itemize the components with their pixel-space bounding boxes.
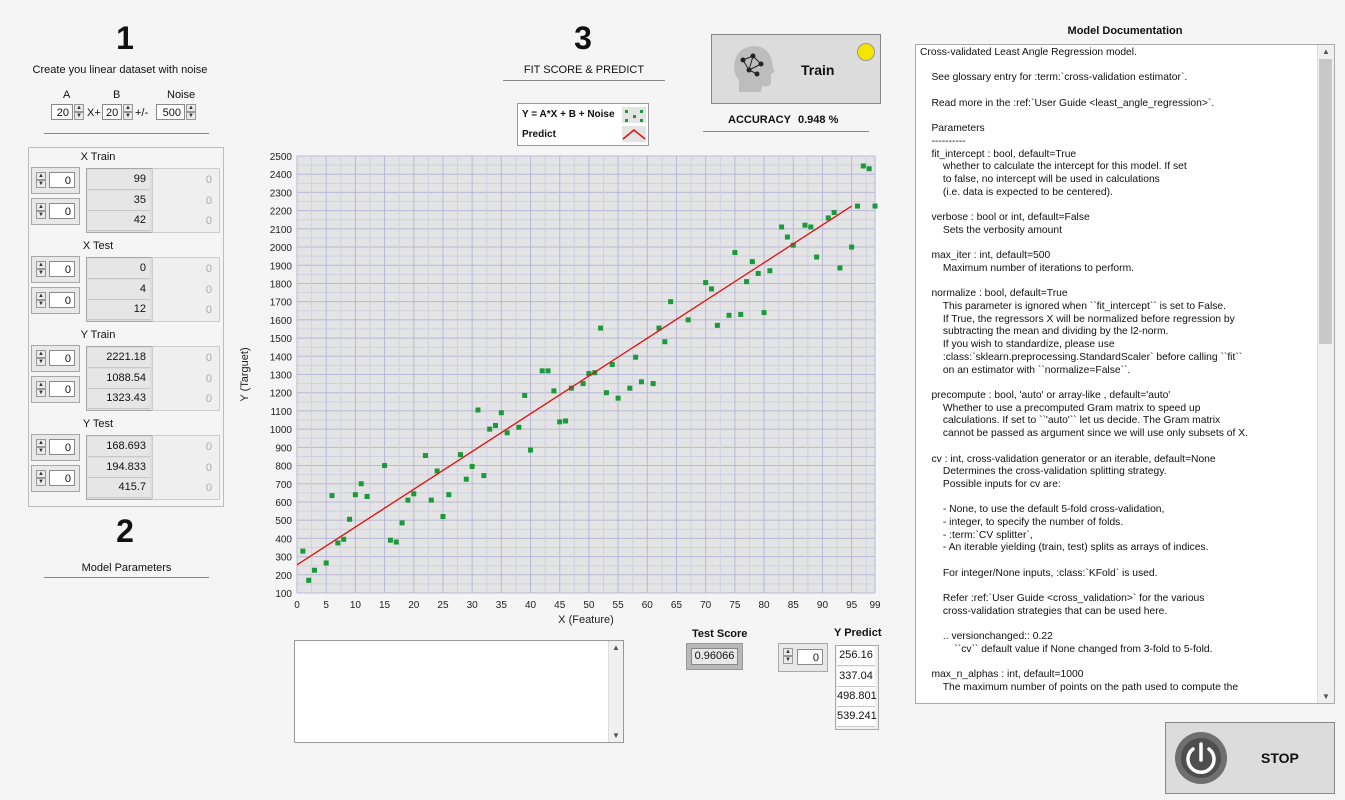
plus-minus-label: +/- xyxy=(135,107,149,119)
data-point xyxy=(411,491,416,496)
doc-text: Cross-validated Least Angle Regression model. See glossary entry for :term:`cross-validation estimator`. Read more in the :ref:`User Guide <least_angle_regression>`. Parameters ---------- fit_intercept : bool, default=True whether to calculate the intercept for this model. If set to false, no intercept will be used in calculations (i.e. data is expected to be centered). verbose : bool or int, default=False Sets the verbosity amount max_iter : int, default=500 Maximum number of iterations to perform. normalize : bool, default=True This parameter is ignored when ``fit_intercept`` is set to False. If True, the regressors X will be normalized before regression by subtracting the mean and dividing by the l2-norm. If you wish to standardize, please use :class:`sklearn.preprocessing.StandardScaler` before calling ``fit`` on an estimator with ``normalize=False``. precompute : bool, 'auto' or array-like , default='auto' Whether to use a precomputed Gram matrix to speed up calculations. If set to ``'auto'`` let us decide. The Gram matrix cannot be passed as argument since we will use only subsets of X. cv : int, cross-validation generator or an iterable, default=None Determines the cross-validation splitting strategy. Possible inputs for cv are: - None, to use the default 5-fold cross-validation, - integer, to specify the number of folds. - :term:`CV splitter`, - An iterable yielding (train, test) splits as arrays of indices. For integer/None inputs, :class:`KFold` is used. Refer :ref:`User Guide <cross_validation>` for the various cross-validation strategies that can be used here. .. versionchanged:: 0.22 ``cv`` default value if None changed from 3-fold to 5-fold. max_n_alphas : int, default=1000 The maximum number of points on the path used to compute the xyxy=(920,47,1248,694)
data-point xyxy=(849,245,854,250)
y-predict-label: Y Predict xyxy=(834,627,882,639)
array-cell[interactable]: 1088.54 xyxy=(88,369,150,389)
decrement-arrow-icon[interactable]: ▼ xyxy=(36,478,46,486)
ghost-cell: 0 xyxy=(205,373,212,385)
data-point xyxy=(335,540,340,545)
ghost-cell: 0 xyxy=(205,462,212,474)
ghost-cell: 0 xyxy=(205,304,212,316)
x-tick-label: 5 xyxy=(323,600,329,611)
decrement-arrow-icon[interactable]: ▼ xyxy=(36,447,46,455)
x-plus-label: X+ xyxy=(87,107,101,119)
y-tick-label: 300 xyxy=(275,552,292,564)
array-cell[interactable]: 0 xyxy=(88,259,150,279)
row-index-field[interactable]: 0 xyxy=(49,350,75,366)
data-point xyxy=(429,498,434,503)
row-index-field[interactable]: 0 xyxy=(49,439,75,455)
x-test-title: X Test xyxy=(82,240,114,252)
col-index-field[interactable]: 0 xyxy=(49,203,75,219)
increment-arrow-icon[interactable]: ▲ xyxy=(783,648,793,656)
data-point xyxy=(405,498,410,503)
y-tick-label: 600 xyxy=(275,497,292,509)
train-button[interactable] xyxy=(711,34,881,104)
scatter-chart[interactable] xyxy=(230,145,890,635)
y-tick-label: 1500 xyxy=(269,334,292,346)
increment-arrow-icon[interactable]: ▲ xyxy=(36,439,46,447)
ghost-cell: 0 xyxy=(205,482,212,494)
data-point xyxy=(551,388,556,393)
ghost-cell: 0 xyxy=(205,215,212,227)
data-point xyxy=(446,492,451,497)
legend-data-label: Y = A*X + B + Noise xyxy=(522,109,615,120)
x-tick-label: 99 xyxy=(869,600,881,611)
ghost-cell: 0 xyxy=(205,174,212,186)
x-tick-label: 75 xyxy=(729,600,741,611)
data-point xyxy=(522,393,527,398)
test-score-frame xyxy=(686,643,743,670)
data-point xyxy=(324,560,329,565)
data-point xyxy=(423,453,428,458)
y-tick-label: 1800 xyxy=(269,279,292,291)
x-tick-label: 90 xyxy=(816,600,829,611)
doc-textbox[interactable] xyxy=(915,44,1335,704)
scroll-down-icon[interactable]: ▼ xyxy=(1322,692,1330,701)
data-point xyxy=(312,568,317,573)
data-point xyxy=(616,396,621,401)
y-tick-label: 1300 xyxy=(269,370,292,382)
data-point xyxy=(557,419,562,424)
x-tick-label: 20 xyxy=(408,600,420,611)
x-tick-label: 65 xyxy=(670,600,683,611)
legend-scatter-swatch xyxy=(622,107,646,123)
array-cell[interactable]: 35 xyxy=(88,191,150,211)
doc-scrollbar[interactable] xyxy=(1317,45,1334,703)
y-tick-label: 900 xyxy=(275,443,292,455)
data-point xyxy=(341,537,346,542)
data-point xyxy=(808,225,813,230)
decrement-arrow-icon[interactable]: ▼ xyxy=(783,656,793,664)
data-point xyxy=(516,425,521,430)
y-test-col-index[interactable] xyxy=(31,465,80,492)
ghost-cell: 0 xyxy=(205,284,212,296)
chart-legend xyxy=(517,103,649,146)
section-3-number: 3 xyxy=(574,20,592,56)
data-point xyxy=(668,299,673,304)
data-point xyxy=(306,578,311,583)
section-2-caption: Model Parameters xyxy=(81,562,172,574)
array-cell[interactable]: 2221.18 xyxy=(88,348,150,368)
data-point xyxy=(546,368,551,373)
data-point xyxy=(709,286,714,291)
section-1-caption: Create you linear dataset with noise xyxy=(32,64,208,76)
array-cell[interactable]: 539.241 xyxy=(837,707,875,727)
test-score-value: 0.96066 xyxy=(691,648,738,665)
x-train-title: X Train xyxy=(80,151,116,163)
decrement-arrow-icon[interactable]: ▼ xyxy=(36,389,46,397)
y-train-row-index[interactable] xyxy=(31,345,80,372)
decrement-arrow-icon[interactable]: ▼ xyxy=(36,300,46,308)
data-point xyxy=(639,379,644,384)
divider xyxy=(44,133,209,134)
array-cell[interactable]: 256.16 xyxy=(837,646,875,666)
row-index-field[interactable]: 0 xyxy=(49,172,75,188)
y-tick-label: 2400 xyxy=(269,170,292,182)
data-point xyxy=(873,204,878,209)
data-point xyxy=(832,210,837,215)
x-tick-label: 10 xyxy=(349,600,361,611)
data-point xyxy=(505,430,510,435)
section-1-number: 1 xyxy=(116,20,134,56)
x-tick-label: 70 xyxy=(700,600,712,611)
array-cell[interactable]: 194.833 xyxy=(88,458,150,478)
decrement-arrow-icon[interactable]: ▼ xyxy=(186,112,196,120)
data-point xyxy=(458,452,463,457)
ghost-cell: 0 xyxy=(205,195,212,207)
ghost-cell: 0 xyxy=(205,441,212,453)
y-tick-label: 2200 xyxy=(269,206,292,218)
x-train-row-index[interactable] xyxy=(31,167,80,194)
data-point xyxy=(744,279,749,284)
data-point xyxy=(394,540,399,545)
decrement-arrow-icon[interactable]: ▼ xyxy=(36,211,46,219)
y-train-col-index[interactable] xyxy=(31,376,80,403)
y-tick-label: 700 xyxy=(275,479,292,491)
data-point xyxy=(767,268,772,273)
b-input[interactable] xyxy=(102,104,133,120)
x-test-row-index[interactable] xyxy=(31,256,80,283)
data-point xyxy=(581,381,586,386)
decrement-arrow-icon[interactable]: ▼ xyxy=(74,112,84,120)
data-point xyxy=(330,493,335,498)
x-tick-label: 0 xyxy=(294,600,300,611)
y-tick-label: 1700 xyxy=(269,297,292,309)
data-point xyxy=(855,204,860,209)
data-point xyxy=(703,280,708,285)
data-point xyxy=(528,448,533,453)
doc-title: Model Documentation xyxy=(1067,25,1183,37)
x-tick-label: 25 xyxy=(437,600,449,611)
increment-arrow-icon[interactable]: ▲ xyxy=(36,203,46,211)
data-point xyxy=(540,368,545,373)
data-point xyxy=(388,538,393,543)
x-tick-label: 35 xyxy=(495,600,507,611)
decrement-arrow-icon[interactable]: ▼ xyxy=(36,180,46,188)
array-cell[interactable]: 168.693 xyxy=(88,437,150,457)
col-index-field[interactable]: 0 xyxy=(49,381,75,397)
y-tick-label: 2000 xyxy=(269,243,292,255)
y-tick-label: 1600 xyxy=(269,315,292,327)
a-field[interactable]: 20 xyxy=(51,104,73,120)
y-axis-label: Y (Targuet) xyxy=(239,347,251,402)
y-tick-label: 1000 xyxy=(269,425,292,437)
scroll-thumb[interactable] xyxy=(1319,59,1332,344)
data-point xyxy=(627,386,632,391)
x-axis-label: X (Feature) xyxy=(558,614,614,626)
status-led xyxy=(857,43,875,61)
data-point xyxy=(837,265,842,270)
data-point xyxy=(487,427,492,432)
x-tick-label: 80 xyxy=(758,600,770,611)
x-tick-label: 60 xyxy=(641,600,653,611)
data-point xyxy=(382,463,387,468)
array-cell[interactable]: 4 xyxy=(88,280,150,300)
y-tick-label: 100 xyxy=(275,589,292,600)
output-textarea[interactable] xyxy=(294,640,624,743)
array-cell[interactable]: 415.7 xyxy=(88,478,150,498)
decrement-arrow-icon[interactable]: ▼ xyxy=(123,112,133,120)
scroll-up-icon[interactable]: ▲ xyxy=(612,643,620,652)
y-tick-label: 1100 xyxy=(270,406,292,418)
a-input[interactable] xyxy=(51,104,84,120)
array-cell[interactable]: 99 xyxy=(88,170,150,190)
divider xyxy=(44,577,209,578)
y-predict-index[interactable] xyxy=(778,643,828,672)
y-train-title: Y Train xyxy=(80,329,116,341)
data-point xyxy=(756,271,761,276)
data-point xyxy=(686,317,691,322)
decrement-arrow-icon[interactable]: ▼ xyxy=(36,269,46,277)
x-tick-label: 85 xyxy=(787,600,799,611)
x-tick-label: 50 xyxy=(583,600,595,611)
row-index-field[interactable]: 0 xyxy=(49,261,75,277)
data-point xyxy=(814,255,819,260)
data-point xyxy=(802,223,807,228)
test-score-label: Test Score xyxy=(692,628,748,640)
y-tick-label: 200 xyxy=(275,570,292,582)
ghost-cell: 0 xyxy=(205,263,212,275)
data-point xyxy=(651,381,656,386)
data-point xyxy=(750,259,755,264)
scroll-up-icon[interactable]: ▲ xyxy=(1322,47,1330,56)
increment-arrow-icon[interactable]: ▲ xyxy=(186,104,196,112)
data-point xyxy=(475,408,480,413)
y-tick-label: 2100 xyxy=(269,224,292,236)
array-cell[interactable]: 12 xyxy=(88,300,150,320)
noise-label: Noise xyxy=(167,89,196,101)
data-point xyxy=(499,410,504,415)
x-test-col-index[interactable] xyxy=(31,287,80,314)
data-point xyxy=(662,339,667,344)
data-point xyxy=(633,355,638,360)
data-point xyxy=(861,164,866,169)
ghost-cell: 0 xyxy=(205,352,212,364)
increment-arrow-icon[interactable]: ▲ xyxy=(36,261,46,269)
noise-field[interactable]: 500 xyxy=(156,104,185,120)
index-field[interactable]: 0 xyxy=(797,649,823,665)
y-tick-label: 2500 xyxy=(269,152,292,163)
x-tick-label: 45 xyxy=(554,600,566,611)
data-point xyxy=(715,323,720,328)
increment-arrow-icon[interactable]: ▲ xyxy=(36,172,46,180)
data-point xyxy=(727,313,732,318)
decrement-arrow-icon[interactable]: ▼ xyxy=(36,358,46,366)
head-network-icon xyxy=(729,42,777,96)
y-tick-label: 1400 xyxy=(269,352,292,364)
x-tick-label: 30 xyxy=(466,600,478,611)
data-point xyxy=(359,481,364,486)
data-point xyxy=(785,235,790,240)
b-label: B xyxy=(113,89,121,101)
array-cell[interactable]: 337.04 xyxy=(837,667,875,687)
legend-line-swatch xyxy=(622,126,646,142)
train-label: Train xyxy=(801,62,835,78)
data-point xyxy=(762,310,767,315)
data-point xyxy=(779,225,784,230)
section-2-number: 2 xyxy=(116,513,134,549)
y-tick-label: 1900 xyxy=(269,261,292,273)
data-point xyxy=(867,166,872,171)
array-cell[interactable]: 498.801 xyxy=(837,687,875,707)
increment-arrow-icon[interactable]: ▲ xyxy=(36,381,46,389)
ghost-cell: 0 xyxy=(205,393,212,405)
y-test-title: Y Test xyxy=(82,418,114,430)
data-point xyxy=(732,250,737,255)
data-point xyxy=(563,418,568,423)
y-tick-label: 500 xyxy=(275,516,292,528)
y-tick-label: 400 xyxy=(275,534,292,546)
data-point xyxy=(365,494,370,499)
increment-arrow-icon[interactable]: ▲ xyxy=(36,350,46,358)
power-icon xyxy=(1173,730,1229,786)
section-3-caption: FIT SCORE & PREDICT xyxy=(523,64,645,76)
stop-button[interactable] xyxy=(1165,722,1335,794)
x-tick-label: 55 xyxy=(612,600,624,611)
textarea-scrollbar[interactable] xyxy=(608,641,623,742)
divider xyxy=(503,80,665,81)
data-point xyxy=(598,326,603,331)
data-point xyxy=(353,492,358,497)
accuracy-label: ACCURACY xyxy=(728,114,791,126)
data-point xyxy=(481,473,486,478)
divider xyxy=(703,131,869,132)
legend-predict-label: Predict xyxy=(522,129,556,140)
x-tick-label: 95 xyxy=(846,600,858,611)
array-cell[interactable]: 42 xyxy=(88,211,150,231)
y-tick-label: 2300 xyxy=(269,188,292,200)
y-tick-label: 1200 xyxy=(269,388,292,400)
increment-arrow-icon[interactable]: ▲ xyxy=(123,104,133,112)
noise-input[interactable] xyxy=(156,104,196,120)
array-cell[interactable]: 1323.43 xyxy=(88,389,150,409)
a-label: A xyxy=(63,89,71,101)
data-point xyxy=(470,464,475,469)
data-point xyxy=(300,549,305,554)
increment-arrow-icon[interactable]: ▲ xyxy=(36,292,46,300)
data-point xyxy=(440,514,445,519)
x-train-col-index[interactable] xyxy=(31,198,80,225)
scroll-down-icon[interactable]: ▼ xyxy=(612,731,620,740)
data-point xyxy=(493,423,498,428)
y-tick-label: 800 xyxy=(275,461,292,473)
data-point xyxy=(604,390,609,395)
data-point xyxy=(400,520,405,525)
y-test-row-index[interactable] xyxy=(31,434,80,461)
data-point xyxy=(347,517,352,522)
x-tick-label: 40 xyxy=(524,600,537,611)
col-index-field[interactable]: 0 xyxy=(49,470,75,486)
accuracy-value: 0.948 % xyxy=(798,114,839,126)
x-tick-label: 15 xyxy=(379,600,391,611)
increment-arrow-icon[interactable]: ▲ xyxy=(36,470,46,478)
col-index-field[interactable]: 0 xyxy=(49,292,75,308)
stop-label: STOP xyxy=(1261,750,1299,766)
b-field[interactable]: 20 xyxy=(102,104,122,120)
data-point xyxy=(738,312,743,317)
increment-arrow-icon[interactable]: ▲ xyxy=(74,104,84,112)
data-point xyxy=(464,477,469,482)
